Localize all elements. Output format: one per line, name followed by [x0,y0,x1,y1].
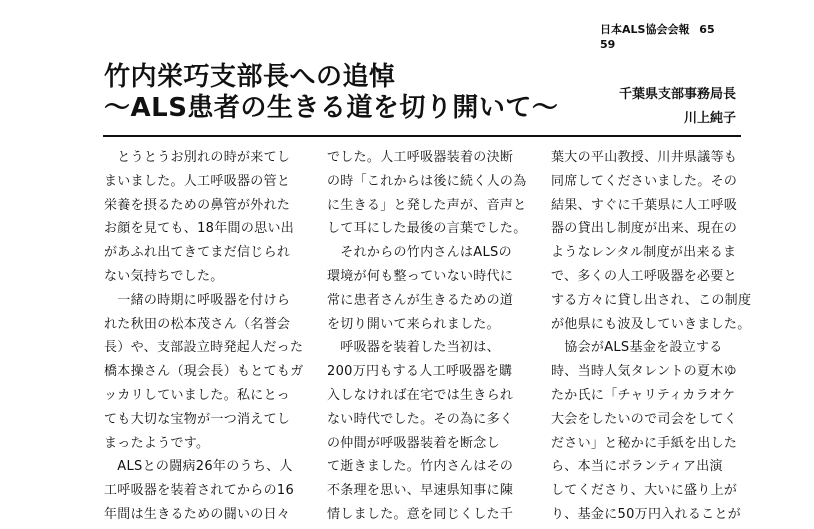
body-line: する方々に貸し出され、この制度 [551,292,752,308]
body-line: 常に患者さんが生きるための道 [327,292,514,308]
body-line: して耳にした最後の言葉でした。 [327,221,527,237]
body-line: 年間は生きるための闘いの日々 [104,506,291,522]
body-line: お顔を見ても、18年間の思い出 [104,221,295,237]
body-line: ない時代でした。その為に多く [327,411,514,427]
body-line: 情しました。意を同じくした千 [327,506,514,522]
body-line: ALSとの闘病26年のうち、人 [104,459,293,475]
body-line: 大会をしたいので司会をしてく [551,411,738,427]
body-column-3 [551,146,752,527]
title-line-2: ～ALS患者の生きる道を切り開いて～ [104,93,559,123]
body-line: 長）や、支部設立時発起人だった [104,340,304,356]
body-line: ようなレンタル制度が出来るま [551,245,737,261]
issue-number: 59 [600,38,616,51]
body-line: ない気持ちでした。 [104,268,224,284]
body-line: 呼吸器を装着した当初は、 [327,340,500,356]
body-line: て逝きました。竹内さんはその [327,459,514,475]
body-line: に生きる」と発した声が、音声と [327,197,527,213]
author-name: 川上純子 [683,111,736,126]
body-line: の時「これからは後に続く人の為 [327,173,527,189]
title-divider [103,135,741,137]
body-line: 協会がALS基金を設立する [551,340,723,356]
body-line: でした。人工呼吸器装着の決断 [327,150,514,165]
body-column-1 [104,146,304,527]
body-line: それからの竹内さんはALSの [327,245,512,261]
body-line: 葉大の平山教授、川井県議等も [551,150,738,165]
body-line: 同席してくださいました。その [551,173,738,189]
body-line: が他県にも波及していきました。 [551,316,751,332]
body-line: り、基金に50万円入れることが [551,506,742,522]
body-line: 環境が何も整っていない時代に [327,268,514,284]
body-line: ら、本当にボランティア出演 [551,459,723,475]
title-line-1: 竹内栄巧支部長への追悼 [104,62,396,92]
body-line: 入しなければ在宅では生きられ [327,387,514,403]
body-line: 栄養を摂るための鼻管が外れた [104,197,291,213]
body-line: 一緒の時期に呼吸器を付けら [104,292,291,308]
body-line: れた秋田の松本茂さん（名誉会 [104,316,291,332]
author-role: 千葉県支部事務局長 [618,87,736,102]
body-line: 工呼吸器を装着されてからの16 [104,483,295,499]
body-line: があふれ出てきてまだ信じられ [104,245,291,261]
body-line: まいました。人工呼吸器の管と [104,173,291,189]
body-line: 結果、すぐに千葉県に人工呼吸 [551,197,738,213]
body-line: の仲間が呼吸器装着を断念し [327,435,500,451]
body-line: 器の貸出し制度が出来、現在の [551,221,738,237]
publication-name: 日本ALS協会会報 [600,23,690,36]
body-line: ださい」と秘かに手紙を出した [551,435,738,451]
running-header [600,22,750,52]
body-line: 橋本操さん（現会長）もとてもガ [104,364,304,380]
author-block [612,83,736,131]
body-line: まったようです。 [104,435,210,451]
page-number: 65 [699,23,715,36]
body-line: ッカリしていました。私にとっ [104,387,290,403]
body-column-2 [327,146,527,527]
body-line: 不条理を思い、早速県知事に陳 [327,483,514,499]
body-line: とうとうお別れの時が来てし [104,150,291,165]
body-line: ても大切な宝物が一つ消えてし [104,411,291,427]
body-line: を切り開いて来られました。 [327,316,500,332]
body-line: たか氏に「チャリティカラオケ [551,387,736,403]
body-line: 時、当時人気タレントの夏木ゆ [551,364,737,380]
article-title [104,62,558,124]
body-line: で、多くの人工呼吸器を必要と [551,268,737,284]
body-line: してくださり、大いに盛り上が [551,483,738,499]
body-line: 200万円もする人工呼吸器を購 [327,364,513,380]
